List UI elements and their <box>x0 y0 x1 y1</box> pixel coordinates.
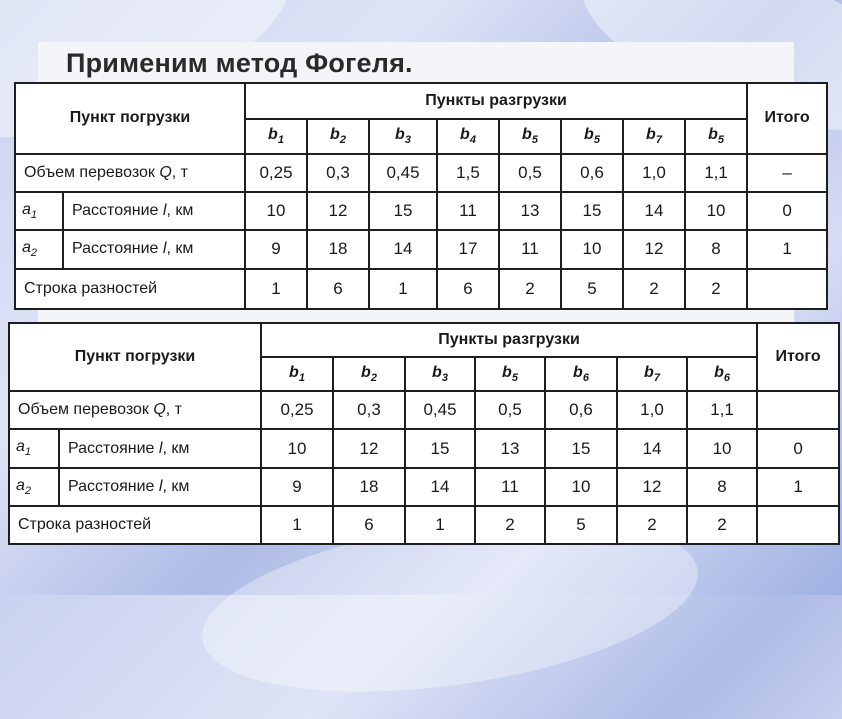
row-label-differences: Строка разностей <box>15 269 245 309</box>
row-total: 1 <box>757 468 839 506</box>
volume-total: – <box>747 154 827 192</box>
difference-cell: 1 <box>261 506 333 544</box>
distance-cell: 12 <box>333 429 405 467</box>
difference-cell: 2 <box>623 269 685 309</box>
distance-cell: 18 <box>307 230 369 268</box>
column-header: $b_4$ <box>437 119 499 153</box>
distance-cell: 14 <box>623 192 685 230</box>
distance-cell: 10 <box>261 429 333 467</box>
column-header: $b_3$ <box>405 357 475 391</box>
header-unloading-points: Пункты разгрузки <box>245 83 747 119</box>
distance-cell: 13 <box>499 192 561 230</box>
difference-cell: 5 <box>545 506 617 544</box>
column-header: $b_5$ <box>499 119 561 153</box>
distance-cell: 8 <box>685 230 747 268</box>
header-unloading-points: Пункты разгрузки <box>261 323 757 357</box>
column-header: $b_7$ <box>617 357 687 391</box>
volume-cell: 0,5 <box>499 154 561 192</box>
distance-cell: 11 <box>475 468 545 506</box>
distance-cell: 9 <box>261 468 333 506</box>
column-header: $b_5$ <box>561 119 623 153</box>
difference-cell: 6 <box>437 269 499 309</box>
vogel-table-initial <box>14 82 828 310</box>
distance-cell: 11 <box>437 192 499 230</box>
row-label-distance: Расстояние l, км <box>63 230 245 268</box>
volume-cell: 1,1 <box>687 391 757 429</box>
slide-title: Применим метод Фогеля. <box>66 48 413 78</box>
volume-cell: 0,45 <box>369 154 437 192</box>
distance-cell: 18 <box>333 468 405 506</box>
difference-cell: 2 <box>687 506 757 544</box>
distance-cell: 10 <box>561 230 623 268</box>
difference-cell: 2 <box>499 269 561 309</box>
row-label-distance: Расстояние l, км <box>63 192 245 230</box>
distance-cell: 10 <box>245 192 307 230</box>
difference-cell: 6 <box>307 269 369 309</box>
row-id-a2: $a_2$ <box>15 230 63 268</box>
column-header: $b_1$ <box>245 119 307 153</box>
row-label-volume: Объем перевозок Q, т <box>9 391 261 429</box>
column-header: $b_5$ <box>685 119 747 153</box>
distance-cell: 9 <box>245 230 307 268</box>
row-total: 0 <box>747 192 827 230</box>
distance-cell: 10 <box>685 192 747 230</box>
volume-cell: 1,5 <box>437 154 499 192</box>
difference-cell: 2 <box>685 269 747 309</box>
distance-cell: 14 <box>617 429 687 467</box>
column-header: $b_2$ <box>333 357 405 391</box>
column-header: $b_6$ <box>545 357 617 391</box>
volume-cell: 0,3 <box>333 391 405 429</box>
row-id-a2: $a_2$ <box>9 468 59 506</box>
volume-total-empty <box>757 391 839 429</box>
column-header: $b_2$ <box>307 119 369 153</box>
volume-cell: 0,25 <box>261 391 333 429</box>
difference-cell: 6 <box>333 506 405 544</box>
volume-cell: 0,3 <box>307 154 369 192</box>
column-header: $b_7$ <box>623 119 685 153</box>
difference-total-empty <box>747 269 827 309</box>
row-label-distance: Расстояние l, км <box>59 429 261 467</box>
distance-cell: 15 <box>561 192 623 230</box>
header-total: Итого <box>747 83 827 154</box>
volume-cell: 0,5 <box>475 391 545 429</box>
difference-cell: 2 <box>617 506 687 544</box>
vogel-table-reduced <box>8 322 840 545</box>
distance-cell: 14 <box>369 230 437 268</box>
header-total: Итого <box>757 323 839 391</box>
volume-cell: 0,25 <box>245 154 307 192</box>
distance-cell: 14 <box>405 468 475 506</box>
header-loading-point: Пункт погрузки <box>9 323 261 391</box>
distance-cell: 15 <box>369 192 437 230</box>
difference-cell: 2 <box>475 506 545 544</box>
row-label-volume: Объем перевозок Q, т <box>15 154 245 192</box>
distance-cell: 10 <box>687 429 757 467</box>
column-header: $b_5$ <box>475 357 545 391</box>
header-loading-point: Пункт погрузки <box>15 83 245 154</box>
distance-cell: 15 <box>545 429 617 467</box>
row-total: 1 <box>747 230 827 268</box>
row-label-distance: Расстояние l, км <box>59 468 261 506</box>
distance-cell: 12 <box>307 192 369 230</box>
volume-cell: 0,6 <box>545 391 617 429</box>
volume-cell: 1,1 <box>685 154 747 192</box>
column-header: $b_1$ <box>261 357 333 391</box>
distance-cell: 8 <box>687 468 757 506</box>
column-header: $b_6$ <box>687 357 757 391</box>
row-id-a1: $a_1$ <box>9 429 59 467</box>
distance-cell: 12 <box>617 468 687 506</box>
distance-cell: 13 <box>475 429 545 467</box>
distance-cell: 11 <box>499 230 561 268</box>
distance-cell: 17 <box>437 230 499 268</box>
volume-cell: 1,0 <box>617 391 687 429</box>
volume-cell: 1,0 <box>623 154 685 192</box>
difference-cell: 1 <box>245 269 307 309</box>
distance-cell: 12 <box>623 230 685 268</box>
difference-total-empty <box>757 506 839 544</box>
difference-cell: 1 <box>405 506 475 544</box>
difference-cell: 1 <box>369 269 437 309</box>
volume-cell: 0,6 <box>561 154 623 192</box>
row-id-a1: $a_1$ <box>15 192 63 230</box>
row-total: 0 <box>757 429 839 467</box>
row-label-differences: Строка разностей <box>9 506 261 544</box>
difference-cell: 5 <box>561 269 623 309</box>
column-header: $b_3$ <box>369 119 437 153</box>
distance-cell: 10 <box>545 468 617 506</box>
volume-cell: 0,45 <box>405 391 475 429</box>
distance-cell: 15 <box>405 429 475 467</box>
